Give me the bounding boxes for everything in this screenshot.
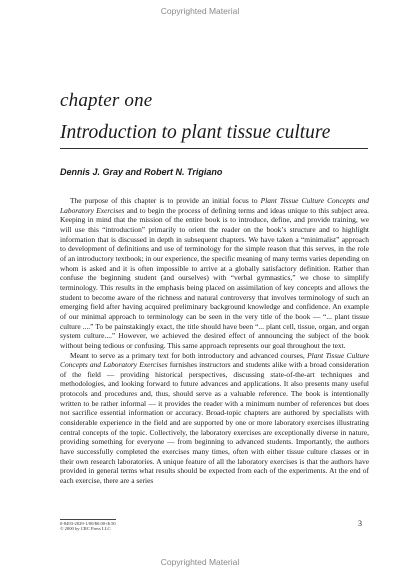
footer-note (60, 521, 116, 532)
text-run: Meant to serve as a primary text for both introductory and advanced courses, (70, 350, 308, 360)
page-number: 3 (358, 519, 362, 528)
paragraph (60, 351, 369, 486)
watermark-bottom: Copyrighted Material (160, 557, 240, 567)
authors: Dennis J. Gray and Robert N. Trigiano (60, 167, 223, 177)
italic-title-run: Plant Tissue Culture Concepts and Laboratory Exercises (60, 196, 370, 215)
body-text (60, 196, 369, 486)
paragraph (60, 196, 369, 351)
title-rule (60, 148, 368, 149)
italic-title-run: Plant Tissue Culture Concepts and Laboratory Exercises (60, 350, 369, 370)
text-run: furnishes instructors and students alike with a broad consideration of the field — providing historical perspectives, discussing state-of-the-art techniques and methodologies, and looking forward to future advances and applications. It also presents many useful protocols and procedures and, thus, should serve as a valuable reference. The book is intentionally written to be rather informal — it provides the reader with a minimum number of references but does not sacrifice essential information or accuracy. Broad-topic chapters are authored by specialists with considerable experience in the field and are supported by one or more laboratory exercises illustrating central concepts of the topic. Collectively, the laboratory exercises are exceptionally diverse in nature, providing something for everyone — from beginning to advanced students. Importantly, the authors have successfully completed the exercises many times, often with either tissue culture classes or in their own research laboratories. A unique feature of all the laboratory exercises is that the authors have provided in general terms what results should be expected from each of the experiments. At the end of each exercise, there are a series (60, 360, 369, 486)
chapter-label: chapter one (60, 90, 153, 111)
chapter-title: Introduction to plant tissue culture (60, 122, 331, 143)
text-run: and to begin the process of defining terms and ideas unique to this subject area. Keeping in mind that the mission of the entire book is to introduce, define, and provide training, we will use this “introduction” primarily to orient the reader on the book’s structure and to highlight information that is discussed in depth in subsequent chapters. We have taken a “minimalist” approach to development of definitions and use of terminology for the simple reason that this serves, in the role of an introductory textbook; in our experience, the specific meaning of many terms varies depending on whom is asked and it is often impossible to arrive at a globally satisfactory definition. Rather than confuse the beginning student (and ourselves) with “verbal gymnastics,” we chose to simplify terminology. This results in the emphasis being placed on assimilation of key concepts and allows the student to become aware of the richness and natural controversy that involves terminology of such an emerging field after having acquired preliminary background knowledge and confidence. An example of our minimal approach to terminology can be seen in the very title of the book — “... plant tissue culture ....” To be painstakingly exact, the title should have been “... plant cell, tissue, organ, and organ system culture....” However, we achieved the desired effect of announcing the subject of the book without being tedious or confusing. This same approach represents our goal throughout the text. (60, 205, 370, 350)
text-run: The purpose of this chapter is to provide an initial focus to (70, 196, 261, 205)
footer-copyright: © 2000 by CRC Press LLC (60, 526, 111, 532)
footer-isbn: 0-8493-2029-1/00/$0.00+$.50 (60, 521, 116, 526)
footer-rule (60, 519, 116, 520)
watermark-top: Copyrighted Material (160, 6, 240, 16)
